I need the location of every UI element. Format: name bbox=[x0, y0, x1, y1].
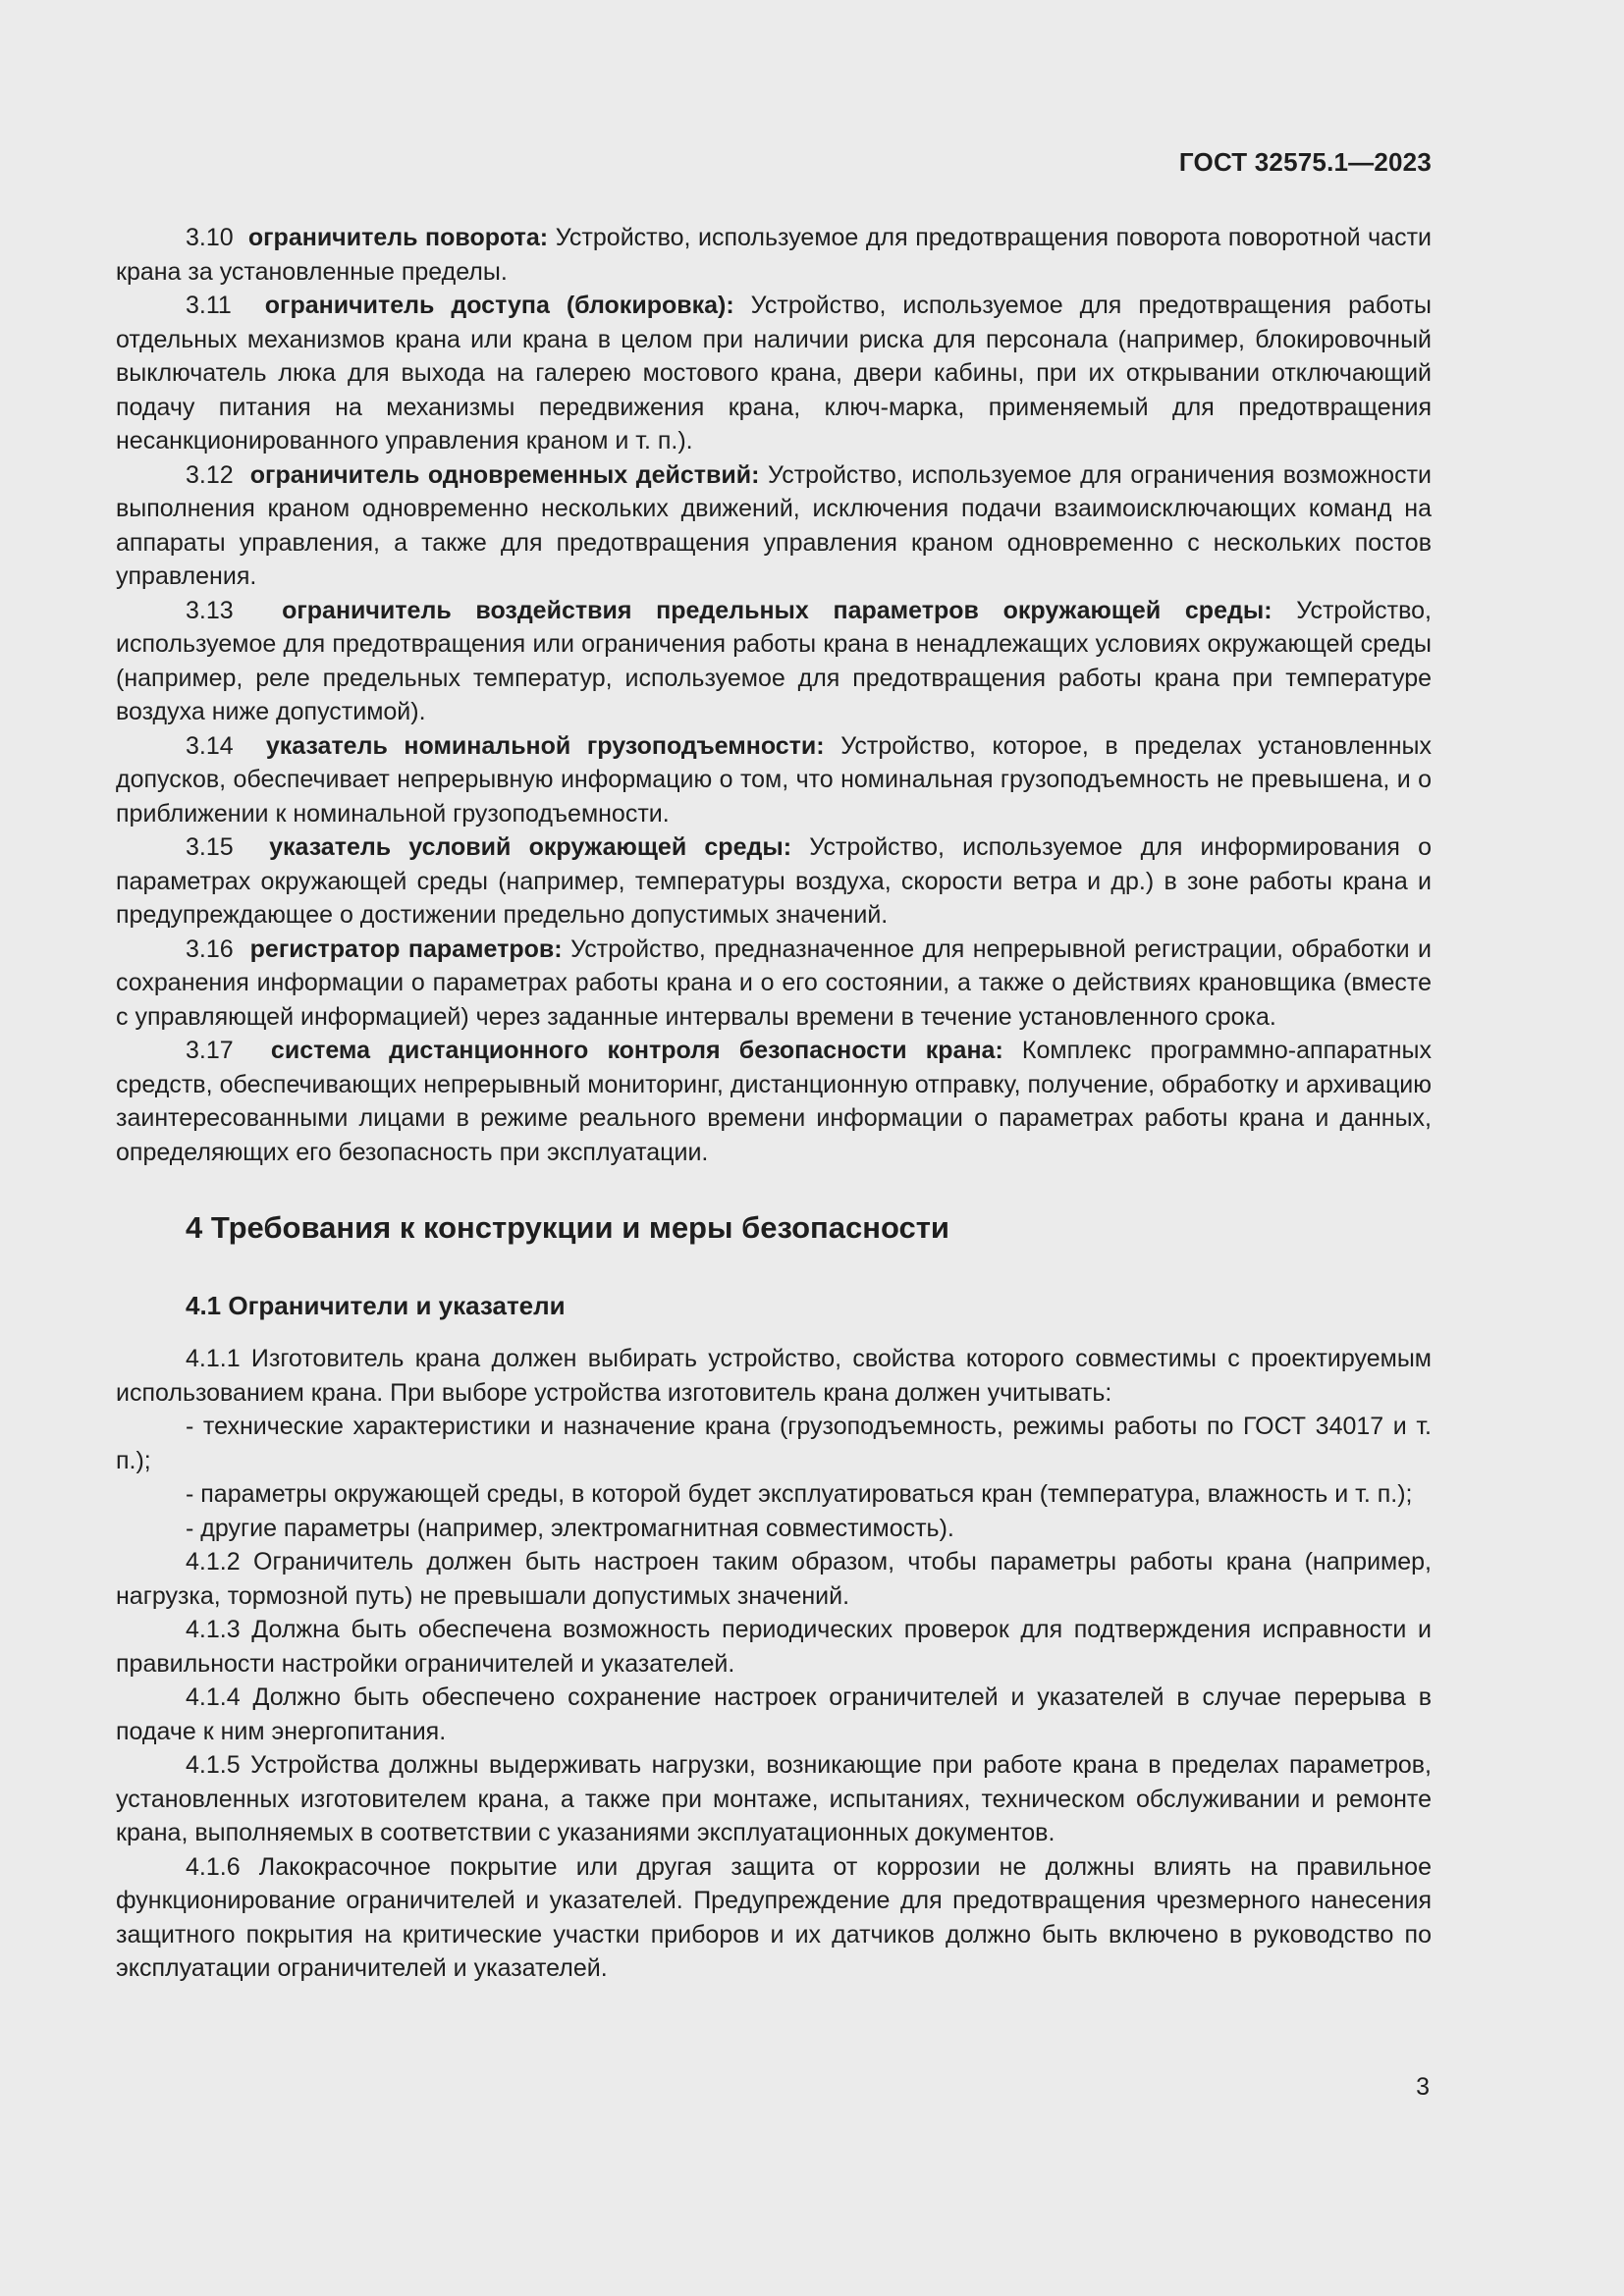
definition-text: Устройство, используемое для предотвращения или ограничения работы крана в ненадлежащих условиях окружающей среды (например, реле предельных температур, используемое для предотвращения работы крана при температуре воздуха ниже допустимой). bbox=[116, 596, 1432, 725]
definition-text: Комплекс программно-аппаратных средств, обеспечивающих непрерывный мониторинг, дистанционную отправку, получение, обработку и архивацию заинтересованными лицами в режиме реального времени информации о параметрах работы крана и данных, определяющих его безопасность при эксплуатации. bbox=[116, 1037, 1432, 1166]
definition-3-16 bbox=[116, 933, 1432, 1035]
definition-number: 3.13 bbox=[186, 596, 234, 624]
definitions-list bbox=[116, 221, 1432, 1169]
definition-text: Устройство, используемое для информирования о параметрах окружающей среды (например, температуры воздуха, скорости ветра и др.) в зоне работы крана и предупреждающее о достижении предельно допустимых значений. bbox=[116, 833, 1432, 929]
list-item-technical-characteristics: - технические характеристики и назначение крана (грузоподъемность, режимы работы по ГОСТ 34017 и т. п.); bbox=[116, 1413, 1432, 1474]
definition-3-11 bbox=[116, 289, 1432, 458]
definition-number: 3.17 bbox=[186, 1037, 234, 1064]
definition-text: Устройство, используемое для предотвращения поворота поворотной части крана за установленные пределы. bbox=[116, 224, 1432, 286]
definition-text: Устройство, используемое для предотвращения работы отдельных механизмов крана или крана в целом при наличии риска для персонала (например, блокировочный выключатель люка для выхода на галерею мостового крана, двери кабины, при их открывании отключающий подачу питания на механизмы передвижения крана, ключ-марка, применяемый для предотвращения несанкционированного управления краном и т. п.). bbox=[116, 292, 1432, 454]
definition-term: указатель условий окружающей среды: bbox=[269, 833, 792, 861]
section-4-1-body bbox=[116, 1342, 1432, 1986]
section-4-1-heading: 4.1 Ограничители и указатели bbox=[186, 1291, 566, 1320]
definition-term: регистратор параметров: bbox=[249, 934, 563, 963]
paragraph-4-1-5: 4.1.5 Устройства должны выдерживать нагрузки, возникающие при работе крана в пределах параметров, установленных изготовителем крана, а также при монтаже, испытаниях, техническом обслуживании и ремонте крана, выполняемых в соответствии с указаниями эксплуатационных документов. bbox=[116, 1751, 1432, 1846]
paragraph-4-1-3: 4.1.3 Должна быть обеспечена возможность периодических проверок для подтверждения исправности и правильности настройки ограничителей и указателей. bbox=[116, 1616, 1432, 1678]
definition-term: система дистанционного контроля безопасности крана: bbox=[270, 1037, 1003, 1064]
definition-text: Устройство, используемое для ограничения возможности выполнения краном одновременно нескольких движений, исключения подачи взаимоисключающих команд на аппараты управления, а также для предотвращения управления краном одновременно с нескольких постов управления. bbox=[116, 460, 1432, 590]
definition-term: ограничитель воздействия предельных параметров окружающей среды: bbox=[282, 596, 1272, 624]
section-4-heading: 4 Требования к конструкции и меры безопасности bbox=[186, 1210, 949, 1245]
definition-number: 3.16 bbox=[186, 934, 234, 963]
definition-3-10 bbox=[116, 221, 1432, 289]
list-item-other-parameters: - другие параметры (например, электромагнитная совместимость). bbox=[186, 1514, 954, 1542]
definition-text: Устройство, которое, в пределах установленных допусков, обеспечивает непрерывную информацию о том, что номинальная грузоподъемность не превышена, и о приближении к номинальной грузоподъемности. bbox=[116, 731, 1432, 828]
definition-number: 3.10 bbox=[186, 224, 234, 251]
definition-term: ограничитель доступа (блокировка): bbox=[264, 292, 734, 319]
definition-3-17 bbox=[116, 1034, 1432, 1169]
list-item-environment-parameters: - параметры окружающей среды, в которой будет эксплуатироваться кран (температура, влажность и т. п.); bbox=[186, 1480, 1413, 1508]
definition-number: 3.14 bbox=[186, 731, 234, 760]
definition-3-14 bbox=[116, 729, 1432, 831]
page-number: 3 bbox=[1416, 2073, 1430, 2101]
definition-3-12 bbox=[116, 458, 1432, 594]
definition-text: Устройство, предназначенное для непрерывной регистрации, обработки и сохранения информации о параметрах работы крана и о его состоянии, а также о действиях крановщика (вместе с управляющей информацией) через заданные интервалы времени в течение установленного срока. bbox=[116, 934, 1432, 1031]
paragraph-4-1-2: 4.1.2 Ограничитель должен быть настроен таким образом, чтобы параметры работы крана (например, нагрузка, тормозной путь) не превышали допустимых значений. bbox=[116, 1548, 1432, 1610]
paragraph-4-1-6: 4.1.6 Лакокрасочное покрытие или другая защита от коррозии не должны влиять на правильное функционирование ограничителей и указателей. Предупреждение для предотвращения чрезмерного нанесения защитного покрытия на критические участки приборов и их датчиков должно быть включено в руководство по эксплуатации ограничителей и указателей. bbox=[116, 1852, 1432, 1982]
definition-number: 3.11 bbox=[186, 292, 232, 319]
definition-term: указатель номинальной грузоподъемности: bbox=[265, 731, 825, 760]
paragraph-4-1-4: 4.1.4 Должно быть обеспечено сохранение настроек ограничителей и указателей в случае перерыва в подаче к ним энергопитания. bbox=[116, 1683, 1432, 1745]
document-code-header: ГОСТ 32575.1—2023 bbox=[1178, 147, 1432, 177]
definition-3-15 bbox=[116, 830, 1432, 933]
definition-3-13 bbox=[116, 594, 1432, 729]
paragraph-4-1-1: 4.1.1 Изготовитель крана должен выбирать устройство, свойства которого совместимы с проектируемым использованием крана. При выборе устройства изготовитель крана должен учитывать: bbox=[116, 1345, 1432, 1407]
definition-term: ограничитель одновременных действий: bbox=[249, 460, 760, 489]
definition-number: 3.15 bbox=[186, 833, 234, 861]
definition-term: ограничитель поворота: bbox=[247, 224, 549, 251]
page-content bbox=[116, 221, 1432, 1986]
definition-number: 3.12 bbox=[186, 460, 234, 489]
